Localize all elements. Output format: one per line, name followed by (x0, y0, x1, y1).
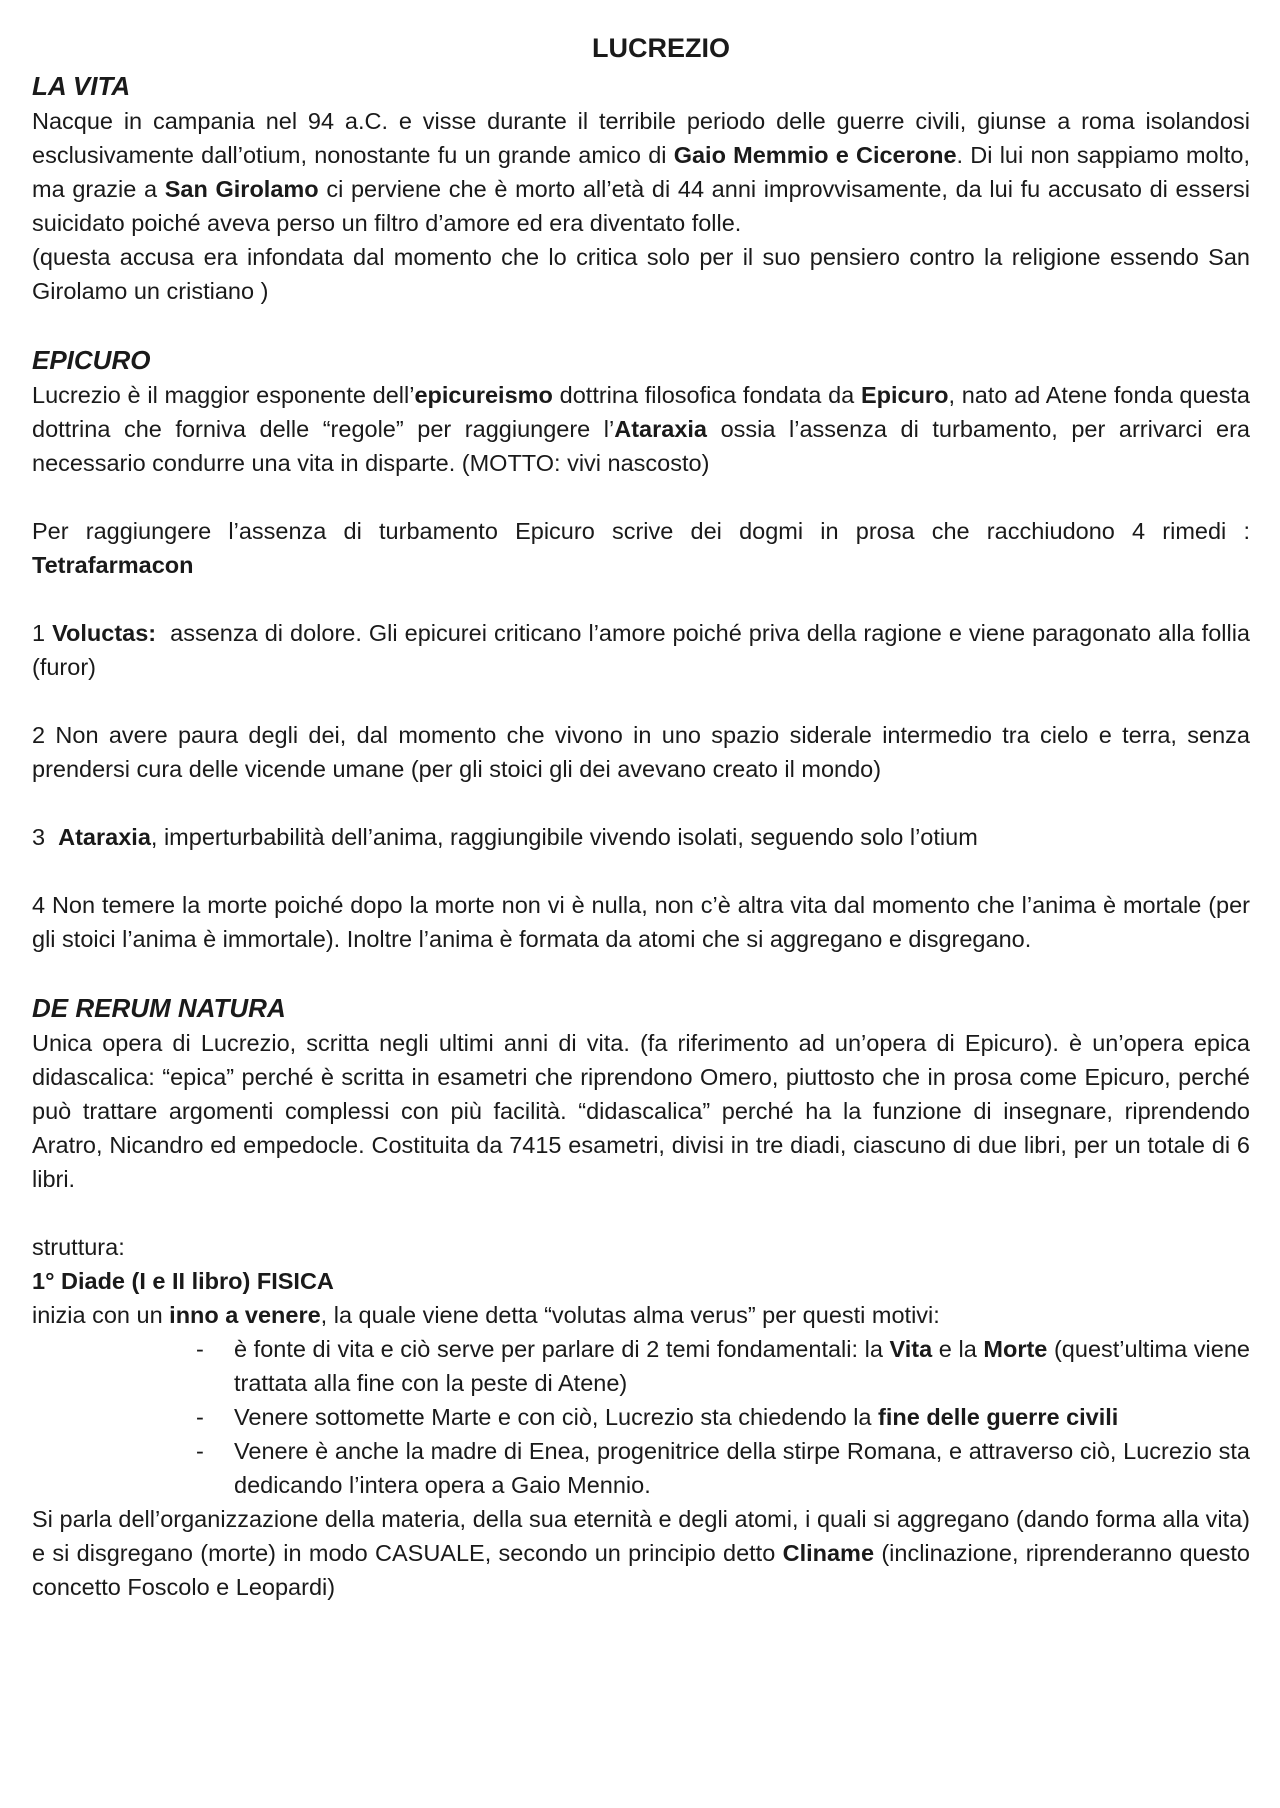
rimedio-2: 2 Non avere paura degli dei, dal momento che vivono in uno spazio siderale intermedio tra cielo e terra, senza prendersi cura delle vicende umane (per gli stoici gli dei avevano creato il mondo) (32, 722, 1250, 782)
page-title: LUCREZIO (592, 33, 730, 63)
spacer (32, 308, 1250, 342)
rimedio-1: 1 Voluctas: assenza di dolore. Gli epicurei criticano l’amore poiché priva della ragione e viene paragonato alla follia (furor) (32, 620, 1257, 680)
list-item: - Venere è anche la madre di Enea, progenitrice della stirpe Romana, e attraverso ciò, Lucrezio sta dedicando l’intera opera a Gaio Mennio. (32, 1434, 1250, 1502)
section-heading-de-rerum-natura: DE RERUM NATURA (32, 993, 286, 1023)
section-heading-vita: LA VITA (32, 71, 131, 101)
spacer (32, 956, 1250, 990)
vita-paragraph: Nacque in campania nel 94 a.C. e visse durante il terribile periodo delle guerre civili, giunse a roma isolandosi esclusivamente dall’otium, nonostante fu un grande amico di Gaio Memmio e Cicerone. Di lui non sappiamo molto, ma grazie a San Girolamo ci perviene che è morto all’età di 44 anni improvvisamente, da lui fu accusato di essersi suicidato poiché aveva perso un filtro d’amore ed era diventato folle. (32, 108, 1250, 236)
vita-note-paragraph: (questa accusa era infondata dal momento che lo critica solo per il suo pensiero contro la religione essendo San Girolamo un cristiano ) (32, 244, 1250, 304)
struttura-label: struttura: (32, 1234, 125, 1260)
inno-paragraph: inizia con un inno a venere, la quale viene detta “volutas alma verus” per questi motivi: (32, 1302, 940, 1328)
dash-bullet: - (196, 1438, 204, 1464)
spacer (32, 1196, 1250, 1230)
spacer (32, 854, 1250, 888)
section-heading-epicuro: EPICURO (32, 345, 151, 375)
materia-paragraph: Si parla dell’organizzazione della materia, della sua eternità e degli atomi, i quali si aggregano (dando forma alla vita) e si disgregano (morte) in modo CASUALE, secondo un principio detto Cliname (inclinazione, riprenderanno questo concetto Foscolo e Leopardi) (32, 1506, 1250, 1600)
document-page (32, 28, 1257, 1604)
tetrafarmacon-paragraph: Per raggiungere l’assenza di turbamento Epicuro scrive dei dogmi in prosa che racchiudono 4 rimedi : Tetrafarmacon (32, 518, 1250, 578)
drn-paragraph: Unica opera di Lucrezio, scritta negli ultimi anni di vita. (fa riferimento ad un’opera di Epicuro). è un’opera epica didascalica: “epica” perché è scritta in esametri che riprendono Omero, piuttosto che in prosa come Epicuro, perché può trattare argomenti complessi con più facilità. “didascalica” perché ha la funzione di insegnare, riprendendo Aratro, Nicandro ed empedocle. Costituita da 7415 esametri, divisi in tre diadi, ciascuno di due libri, per un totale di 6 libri. (32, 1030, 1250, 1192)
epicuro-paragraph: Lucrezio è il maggior esponente dell’epicureismo dottrina filosofica fondata da Epicuro, nato ad Atene fonda questa dottrina che forniva delle “regole” per raggiungere l’Ataraxia ossia l’assenza di turbamento, per arrivarci era necessario condurre una vita in disparte. (MOTTO: vivi nascosto) (32, 382, 1250, 476)
list-item: - Venere sottomette Marte e con ciò, Lucrezio sta chiedendo la fine delle guerre civili (32, 1400, 1250, 1434)
dash-bullet: - (196, 1404, 204, 1430)
rimedio-4: 4 Non temere la morte poiché dopo la morte non vi è nulla, non c’è altra vita dal momento che l’anima è mortale (per gli stoici l’anima è immortale). Inoltre l’anima è formata da atomi che si aggregano e disgregano. (32, 892, 1250, 952)
rimedio-3: 3 Ataraxia, imperturbabilità dell’anima, raggiungibile vivendo isolati, seguendo solo l’otium (32, 824, 978, 850)
spacer (32, 480, 1250, 514)
motivi-list (32, 1332, 1250, 1502)
spacer (32, 684, 1250, 718)
diade-1-heading: 1° Diade (I e II libro) FISICA (32, 1268, 334, 1294)
list-item: - è fonte di vita e ciò serve per parlare di 2 temi fondamentali: la Vita e la Morte (quest’ultima viene trattata alla fine con la peste di Atene) (32, 1332, 1250, 1400)
spacer (32, 582, 1250, 616)
dash-bullet: - (196, 1336, 204, 1362)
spacer (32, 786, 1250, 820)
